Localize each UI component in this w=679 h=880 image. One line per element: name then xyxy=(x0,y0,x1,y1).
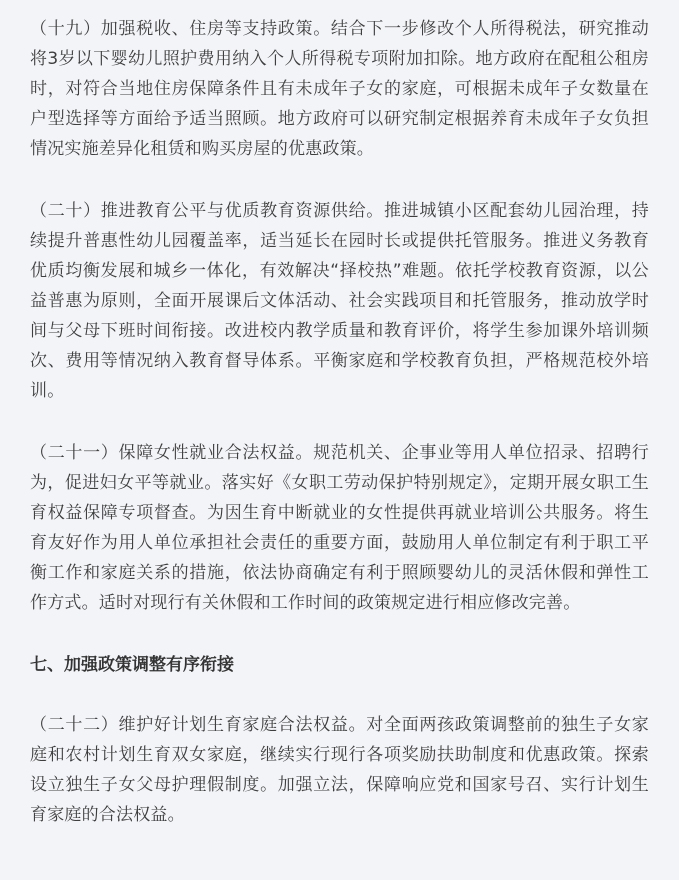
paragraph-item-19: （十九）加强税收、住房等支持政策。结合下一步修改个人所得税法，研究推动将3岁以下婴幼儿照护费用纳入个人所得税专项附加扣除。地方政府在配租公租房时，对符合当地住房保障条件且有未成年子女的家庭，可根据未成年子女数量在户型选择等方面给予适当照顾。地方政府可以研究制定根据养育未成年子女负担情况实施差异化租赁和购买房屋的优惠政策。 xyxy=(30,19,649,159)
paragraph-item-22: （二十二）维护好计划生育家庭合法权益。对全面两孩政策调整前的独生子女家庭和农村计划生育双女家庭，继续实行现行各项奖励扶助制度和优惠政策。探索设立独生子女父母护理假制度。加强立法，保障响应党和国家号召、实行计划生育家庭的合法权益。 xyxy=(30,715,649,825)
paragraph-item-20: （二十）推进教育公平与优质教育资源供给。推进城镇小区配套幼儿园治理，持续提升普惠性幼儿园覆盖率，适当延长在园时长或提供托管服务。推进义务教育优质均衡发展和城乡一体化，有效解决“择校热”难题。依托学校教育资源，以公益普惠为原则，全面开展课后文体活动、社会实践项目和托管服务，推动放学时间与父母下班时间衔接。改进校内教学质量和教育评价，将学生参加课外培训频次、费用等情况纳入教育督导体系。平衡家庭和学校教育负担，严格规范校外培训。 xyxy=(30,201,649,401)
paragraph-item-21: （二十一）保障女性就业合法权益。规范机关、企事业等用人单位招录、招聘行为，促进妇女平等就业。落实好《女职工劳动保护特别规定》，定期开展女职工生育权益保障专项督查。为因生育中断就业的女性提供再就业培训公共服务。将生育友好作为用人单位承担社会责任的重要方面，鼓励用人单位制定有利于职工平衡工作和家庭关系的措施，依法协商确定有利于照顾婴幼儿的灵活休假和弹性工作方式。适时对现行有关休假和工作时间的政策规定进行相应修改完善。 xyxy=(30,443,649,613)
section-heading: 七、加强政策调整有序衔接 xyxy=(30,655,234,675)
